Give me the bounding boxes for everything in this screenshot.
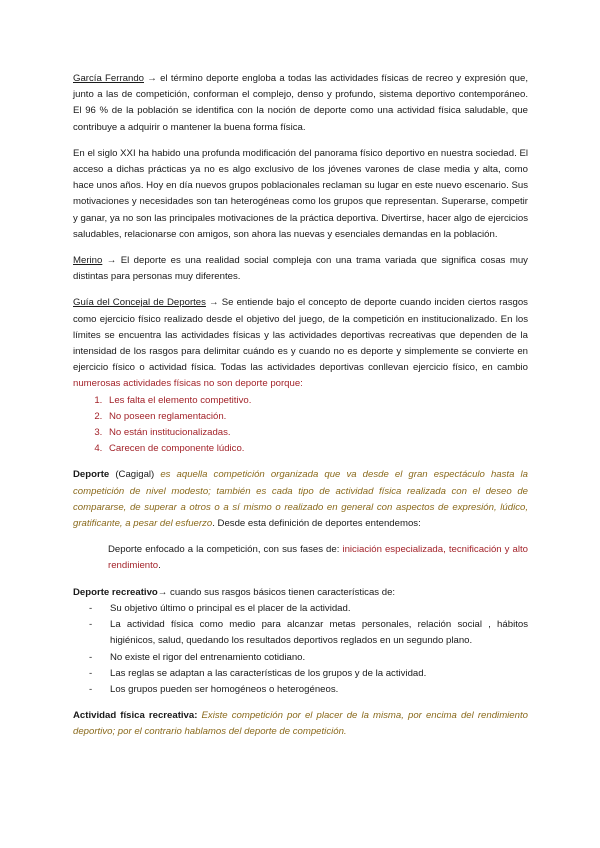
list-item: 4. Carecen de componente lúdico. bbox=[105, 441, 528, 457]
list-item: - Las reglas se adaptan a las características de los grupos y de la actividad. bbox=[73, 666, 528, 682]
paragraph-text: cuando sus rasgos básicos tienen características de: bbox=[170, 586, 396, 598]
paragraph-garcia-ferrando bbox=[73, 71, 528, 136]
list-item: 3. No están institucionalizadas. bbox=[105, 425, 528, 441]
term-deporte: Deporte bbox=[73, 469, 110, 481]
paragraph-siglo-xxi: En el siglo XXI ha habido una profunda modificación del panorama físico deportivo en nuestra sociedad. El acceso a dichas prácticas ya no es algo exclusivo de los jóvenes varones de clase media y alta, como hace unos años. Hoy en día nuevos grupos poblacionales reclaman su lugar en este nuevo escenario. Sus motivaciones y necesidades son tan heterogéneas como los grupos que representan. Superarse, competir y ganar, ya no son las principales motivaciones de la práctica deportiva. Divertirse, hacer algo de ejercicios saludables, relacionarse con amigos, son ahora las nuevas y esenciales demandas en la población. bbox=[73, 147, 528, 240]
paragraph-deporte-recreativo bbox=[73, 585, 528, 601]
arrow: → bbox=[102, 255, 121, 267]
dash-marker: - bbox=[89, 602, 93, 614]
paragraph-text: el término deporte engloba a todas las actividades físicas de recreo y expresión que, junto a las de competición, conforman el complejo, denso y profundo, sistema deportivo contemporáneo. El 96 % de la población se identifica con la noción de deporte como una actividad física saludable, que contribuye a adquirir o mantener la buena forma física. bbox=[73, 73, 528, 133]
paragraph-competicion bbox=[73, 542, 528, 574]
term-deporte-recreativo: Deporte recreativo bbox=[73, 586, 158, 598]
paragraph-end: . bbox=[158, 560, 161, 572]
list-item: - No existe el rigor del entrenamiento cotidiano. bbox=[73, 650, 528, 666]
author-cagigal: (Cagigal) bbox=[109, 469, 161, 481]
list-item: 2. No poseen reglamentación. bbox=[105, 409, 528, 425]
arrow: → bbox=[157, 586, 171, 598]
dash-marker: - bbox=[89, 683, 93, 695]
recreational-traits-list bbox=[73, 601, 528, 698]
dash-marker: - bbox=[89, 619, 93, 631]
paragraph-text: Se entiende bajo el concepto de deporte cuando inciden ciertos rasgos como ejercicio físico realizado desde el objetivo del juego, de la competición en institucionalizado. En los límites se encuentra las actividades físicas y las actividades deportivas recreativas que dependen de la intensidad de los rasgos para delimitar cuándo es y cuando no es deporte y simplemente se convierte en ejercicio físico o actividad física. Todas las actividades deportivas conllevan ejercicio físico, en cambio bbox=[73, 297, 528, 374]
author-merino: Merino bbox=[73, 255, 103, 267]
phases-text: iniciación especializada, tecnificación y alto rendimiento bbox=[108, 544, 529, 572]
paragraph-text: El deporte es una realidad social compleja con una trama variada que significa cosas muy distintas para personas muy diferentes. bbox=[73, 255, 528, 283]
list-item: - La actividad física como medio para alcanzar metas personales, relación social , hábitos higiénicos, salud, quedando los resultados deportivos reglados en un segundo plano. bbox=[89, 619, 528, 647]
paragraph-deporte-cagigal bbox=[73, 467, 528, 532]
list-item: - Los grupos pueden ser homogéneos o heterogéneos. bbox=[73, 682, 528, 698]
paragraph-guia-concejal bbox=[73, 295, 528, 392]
highlight-text: numerosas actividades físicas no son deporte porque: bbox=[73, 378, 303, 390]
paragraph-text: Deporte enfocado a la competición, con sus fases de: bbox=[108, 544, 343, 556]
author-garcia-ferrando: García Ferrando bbox=[73, 73, 144, 84]
paragraph-merino bbox=[73, 253, 528, 285]
list-item: - Su objetivo último o principal es el placer de la actividad. bbox=[73, 601, 528, 617]
arrow: → bbox=[205, 297, 222, 309]
term-actividad-fisica-recreativa: Actividad física recreativa: bbox=[73, 710, 198, 722]
dash-marker: - bbox=[89, 667, 93, 679]
list-item: 1. Les falta el elemento competitivo. bbox=[105, 393, 528, 409]
definition-text: es aquella competición organizada que va desde el gran espectáculo hasta la competición de nivel modesto; también es cada tipo de actividad física realizada con el deseo de compararse, de superar a otros o a sí mismo o realizado en general con aspectos de expresión, lúdico, gratificante, a pesar del esfuerzo bbox=[73, 469, 528, 530]
reasons-list bbox=[73, 393, 528, 458]
dash-marker: - bbox=[89, 651, 93, 663]
arrow: → bbox=[144, 73, 161, 84]
paragraph-tail: . Desde esta definición de deportes entendemos: bbox=[212, 518, 421, 530]
paragraph-actividad-fisica-recreativa bbox=[73, 708, 528, 740]
definition-text: Existe competición por el placer de la misma, por encima del rendimiento deportivo; por el contrario hablamos del deporte de competición. bbox=[73, 710, 528, 738]
author-guia-concejal: Guía del Concejal de Deportes bbox=[73, 297, 206, 309]
